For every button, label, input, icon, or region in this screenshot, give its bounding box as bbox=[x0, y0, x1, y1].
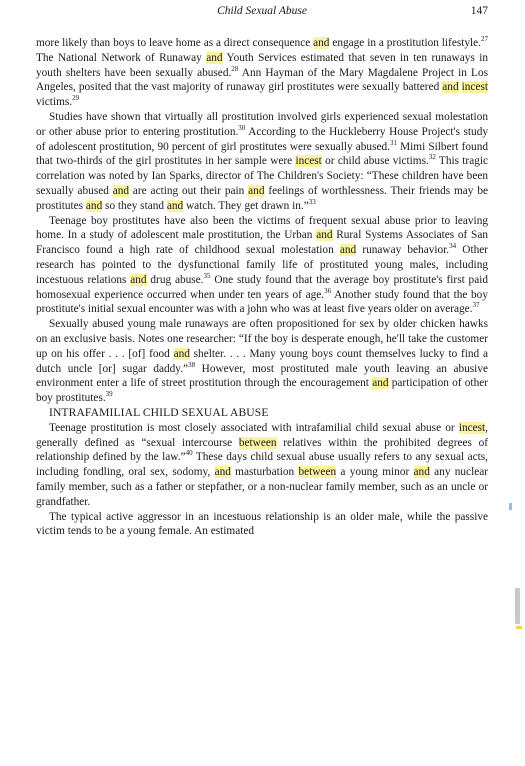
search-highlight: incest bbox=[461, 81, 488, 94]
footnote-ref: 38 bbox=[188, 360, 196, 369]
running-header bbox=[36, 5, 488, 21]
search-highlight: and bbox=[248, 184, 265, 197]
footnote-ref: 35 bbox=[203, 271, 211, 280]
footnote-ref: 33 bbox=[308, 198, 316, 206]
search-highlight: and bbox=[112, 184, 130, 197]
search-highlight: incest bbox=[458, 421, 486, 434]
search-highlight: and bbox=[313, 37, 330, 49]
search-highlight: and bbox=[166, 199, 184, 212]
search-highlight: and bbox=[339, 244, 357, 257]
footnote-ref: 27 bbox=[481, 35, 488, 44]
paragraph: Teenage boy prostitutes have also been the victims of frequent sexual abuse prior to leaving home. In a study of adolescent male prostitution, the Urban and Rural Systems Associates of San Francisco found a high rate of childhood sexual molestation and runaway behavior.$^{34}$ Other research has pointed to the dysfunctional family life of prostituted young males, including incestuous relations and drug abuse.$^{35}$ One study found that the average boy prostitute's first paid homosexual experience occurred when under ten years of age.$^{36}$ Another study found that the boy prostitute's initial sexual encounter was with a john who was at least five years older on average.$^{37}$ bbox=[36, 214, 489, 316]
search-highlight: and bbox=[206, 51, 223, 64]
footnote-ref: 32 bbox=[428, 153, 436, 162]
search-highlight: and bbox=[316, 229, 333, 242]
footnote-ref: 40 bbox=[185, 449, 193, 458]
paragraph: more likely than boys to leave home as a direct consequence and engage in a prostitution lifestyle.$^{27}$ The National Network of Runaway and Youth Services estimated that seven in ten runaways in youth shelters have been sexually abused.$^{28}$ Ann Hayman of the Mary Magdalene Project in Los Angeles, posited that the vast majority of runaway girl prostitutes were sexually battered and incest victims.$^{29}$ bbox=[36, 35, 488, 109]
footnote-ref: 31 bbox=[389, 138, 397, 147]
search-highlight: between bbox=[298, 466, 337, 479]
search-highlight: and bbox=[372, 377, 389, 390]
footnote-ref: 34 bbox=[449, 242, 457, 251]
scrollbar-thumb[interactable] bbox=[515, 588, 520, 624]
search-highlight: and bbox=[214, 466, 231, 479]
section-intrafamilial-paragraphs bbox=[36, 421, 488, 539]
footnote-ref: 28 bbox=[231, 64, 239, 73]
paragraph: Sexually abused young male runaways are often propositioned for sex by older chicken hawks on an exclusive basis. Notes one researcher: “If the boy is desperate enough, he'll take the customer up on his offer . . . [of] food and shelter. . . . Many young boys count themselves lucky to find a dutch uncle [or] sugar daddy.”$^{38}$ However, most prostituted male youth leaving an abusive environment enter a life of street prostitution through the encouragement and participation of other boy prostitutes.$^{39}$ bbox=[36, 318, 488, 405]
search-hit-marker bbox=[516, 626, 522, 629]
paragraph: The typical active aggressor in an incestuous relationship is an older male, while the passive victim tends to be a young female. An estimated bbox=[36, 510, 488, 538]
search-results-scrollbar[interactable] bbox=[514, 0, 525, 766]
section-opening-paragraphs bbox=[36, 36, 488, 406]
paragraph: Studies have shown that virtually all prostitution involved girls experienced sexual molestation or other abuse prior to entering prostitution.$^{30}$ According to the Huckleberry House Project's study of adolescent prostitution, 90 percent of girl prostitutes were sexually abused.$^{31}$ Mimi Silbert found that two-thirds of the girl prostitutes in her sample were incest or child abuse victims.$^{32}$ This tragic correlation was noted by Ian Sparks, director of The Children's Society: “These children have been sexually abused and are acting out their pain and feelings of worthlessness. Their friends may be prostitutes and so they stand and watch. They get drawn in.”$^{33}$ bbox=[36, 110, 489, 212]
footnote-ref: 37 bbox=[472, 301, 480, 310]
search-highlight: and bbox=[442, 81, 459, 94]
search-highlight: incest bbox=[295, 155, 322, 168]
search-highlight: and bbox=[413, 466, 430, 479]
search-highlight: and bbox=[130, 273, 147, 286]
search-highlight: and bbox=[85, 199, 103, 212]
body-text bbox=[36, 36, 488, 539]
footnote-ref: 30 bbox=[238, 124, 246, 133]
running-title: Child Sexual Abuse bbox=[217, 5, 307, 17]
footnote-ref: 39 bbox=[105, 390, 113, 399]
paragraph: Teenage prostitution is most closely associated with intrafamilial child sexual abuse or incest, generally defined as “sexual intercourse between relatives within the prohibited degrees of relationship defined by the law.”$^{40}$ These days child sexual abuse usually refers to any sexual acts, including fondling, oral sex, sodomy, and masturbation between a young minor and any nuclear family member, such as a father or stepfather, or a non-nuclear family member, such as an uncle or grandfather. bbox=[36, 421, 489, 508]
footnote-ref: 36 bbox=[324, 286, 332, 295]
section-heading: INTRAFAMILIAL CHILD SEXUAL ABUSE bbox=[49, 405, 269, 419]
footnote-ref: 29 bbox=[72, 94, 80, 103]
search-highlight: between bbox=[238, 436, 277, 449]
scroll-position-marker bbox=[509, 503, 512, 510]
search-highlight: and bbox=[173, 347, 190, 360]
page-number: 147 bbox=[470, 5, 488, 17]
